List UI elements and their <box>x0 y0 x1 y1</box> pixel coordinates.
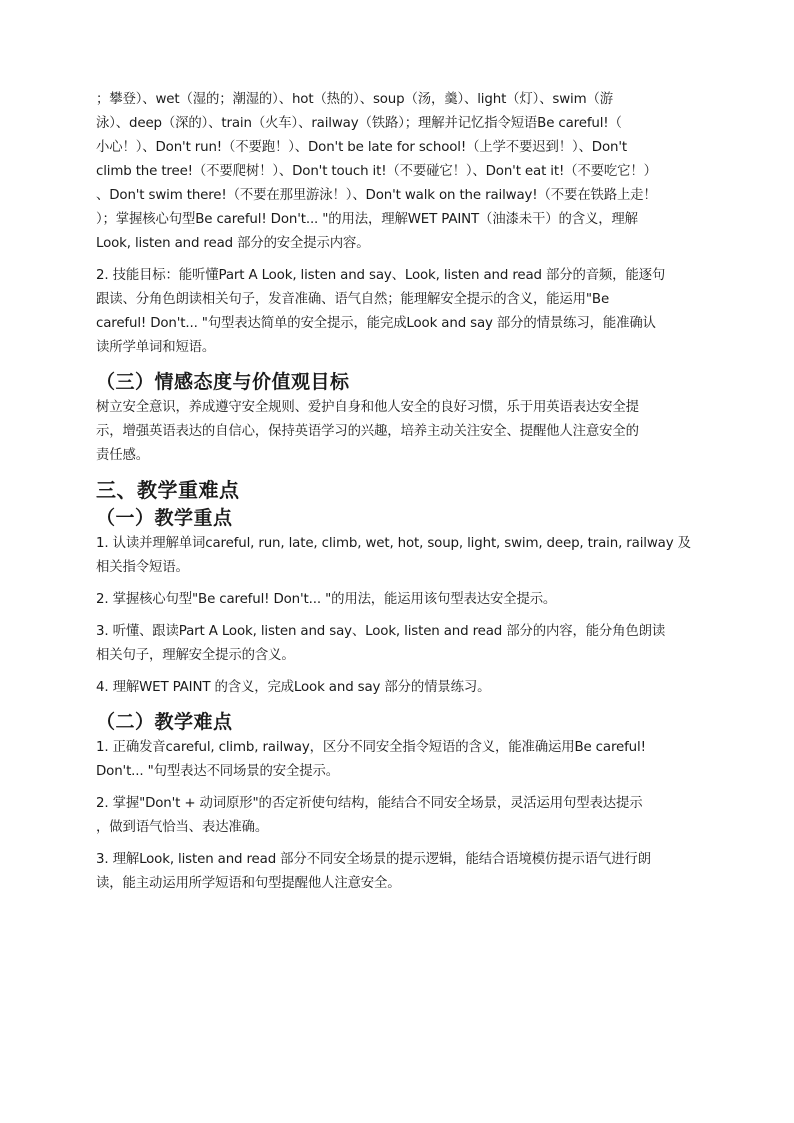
text-line: 1. 认读并理解单词careful, run, late, climb, wet, hot, soup, light, swim, deep, train, railway 及 <box>96 536 691 551</box>
text-line: 1. 正确发音careful, climb, railway，区分不同安全指令短语的含义，能准确运用Be careful! <box>96 740 646 755</box>
text-line: 3. 听懂、跟读Part A Look, listen and say、Look, listen and read 部分的内容，能分角色朗读 <box>96 624 666 639</box>
list-item <box>96 736 700 784</box>
text-line: 2. 掌握核心句型"Be careful! Don't... "的用法，能运用该句型表达安全提示。 <box>96 592 557 607</box>
text-line: 4. 理解WET PAINT 的含义，完成Look and say 部分的情景练习。 <box>96 680 491 695</box>
text-line: 、Don't swim there!（不要在那里游泳！）、Don't walk on the railway!（不要在铁路上走！ <box>96 188 657 203</box>
text-line: 树立安全意识，养成遵守安全规则、爱护自身和他人安全的良好习惯，乐于用英语表达安全提 <box>96 400 639 415</box>
text-line: 读，能主动运用所学短语和句型提醒他人注意安全。 <box>96 876 401 891</box>
document-page <box>96 88 700 904</box>
text-line: 示，增强英语表达的自信心，保持英语学习的兴趣，培养主动关注安全、提醒他人注意安全的 <box>96 424 639 439</box>
list-item <box>96 532 700 580</box>
text-line: 相关指令短语。 <box>96 560 189 575</box>
text-line: 跟读、分角色朗读相关句子，发音准确、语气自然；能理解安全提示的含义，能运用"Be <box>96 292 610 307</box>
text-line: 泳）、deep（深的）、train（火车）、railway（铁路）；理解并记忆指令短语Be careful!（ <box>96 116 622 131</box>
text-line: 2. 技能目标：能听懂Part A Look, listen and say、Look, listen and read 部分的音频，能逐句 <box>96 268 666 283</box>
list-item <box>96 588 700 612</box>
skill-goal-paragraph <box>96 264 700 360</box>
text-line: 3. 理解Look, listen and read 部分不同安全场景的提示逻辑，能结合语境模仿提示语气进行朗 <box>96 852 651 867</box>
text-line: 读所学单词和短语。 <box>96 340 216 355</box>
text-line: 小心！）、Don't run!（不要跑！）、Don't be late for school!（上学不要迟到！）、Don't <box>96 140 627 155</box>
text-line: 2. 掌握"Don't + 动词原形"的否定祈使句结构，能结合不同安全场景，灵活运用句型表达提示 <box>96 796 643 811</box>
list-item <box>96 848 700 896</box>
list-item <box>96 792 700 840</box>
text-line: careful! Don't... "句型表达简单的安全提示，能完成Look and say 部分的情景练习，能准确认 <box>96 316 656 331</box>
text-line: Don't... "句型表达不同场景的安全提示。 <box>96 764 339 779</box>
list-item <box>96 676 700 700</box>
difficult-points-heading: （二）教学难点 <box>96 711 233 733</box>
list-item <box>96 620 700 668</box>
key-points-heading: （一）教学重点 <box>96 507 233 529</box>
text-line: Look, listen and read 部分的安全提示内容。 <box>96 236 370 251</box>
text-line: 相关句子，理解安全提示的含义。 <box>96 648 295 663</box>
attitude-goal-paragraph <box>96 396 700 468</box>
knowledge-goal-paragraph <box>96 88 700 256</box>
section-heading: 三、教学重难点 <box>96 478 240 502</box>
text-line: ）；掌握核心句型Be careful! Don't... "的用法，理解WET PAINT（油漆未干）的含义，理解 <box>96 212 638 227</box>
text-line: ，做到语气恰当、表达准确。 <box>96 820 269 835</box>
attitude-goal-heading: （三）情感态度与价值观目标 <box>96 371 350 393</box>
text-line: climb the tree!（不要爬树！）、Don't touch it!（不要碰它！）、Don't eat it!（不要吃它！） <box>96 164 657 179</box>
text-line: ；攀登）、wet（湿的；潮湿的）、hot（热的）、soup（汤，羹）、light（灯）、swim（游 <box>96 92 614 107</box>
text-line: 责任感。 <box>96 448 149 463</box>
